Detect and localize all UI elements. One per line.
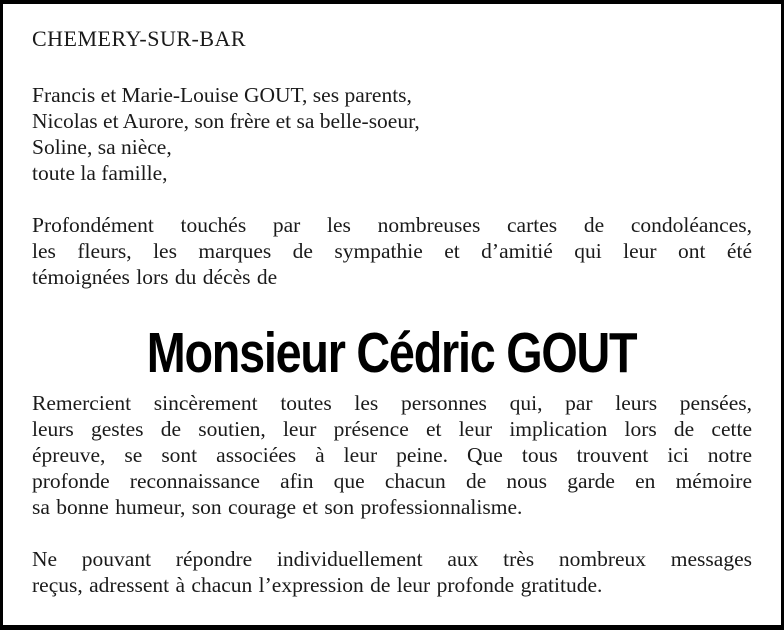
gratitude-paragraph [32, 546, 752, 598]
paragraph-line: témoignées lors du décès de [32, 265, 278, 289]
paragraph-line: les fleurs, les marques de sympathie et d’amitié qui leur ont été [32, 239, 752, 263]
paragraph-line: Profondément touchés par les nombreuses cartes de condoléances, [32, 213, 752, 237]
paragraph-line: reçus, adressent à chacun l’expression de leur profonde gratitude. [32, 573, 603, 597]
deceased-name: Monsieur Cédric GOUT [147, 321, 637, 385]
thanks-paragraph [32, 390, 752, 520]
family-line-whole-family: toute la famille, [32, 161, 168, 185]
paragraph-line: Ne pouvant répondre individuellement aux très nombreux messages [32, 547, 752, 571]
city-heading: CHEMERY-SUR-BAR [32, 26, 247, 51]
family-line-brother: Nicolas et Aurore, son frère et sa belle-soeur, [32, 109, 420, 133]
paragraph-line: épreuve, se sont associées à leur peine. Que tous trouvent ici notre [32, 443, 752, 467]
family-line-parents: Francis et Marie-Louise GOUT, ses parents, [32, 83, 412, 107]
paragraph-line: sa bonne humeur, son courage et son professionnalisme. [32, 495, 523, 519]
family-line-niece: Soline, sa nièce, [32, 135, 172, 159]
deceased-name-block [32, 321, 752, 385]
paragraph-line: profonde reconnaissance afin que chacun de nous garde en mémoire [32, 469, 752, 493]
condolences-paragraph [32, 212, 752, 290]
family-list [32, 82, 752, 186]
paragraph-line: leurs gestes de soutien, leur présence et leur implication lors de cette [32, 417, 752, 441]
paragraph-line: Remercient sincèrement toutes les personnes qui, par leurs pensées, [32, 391, 752, 415]
